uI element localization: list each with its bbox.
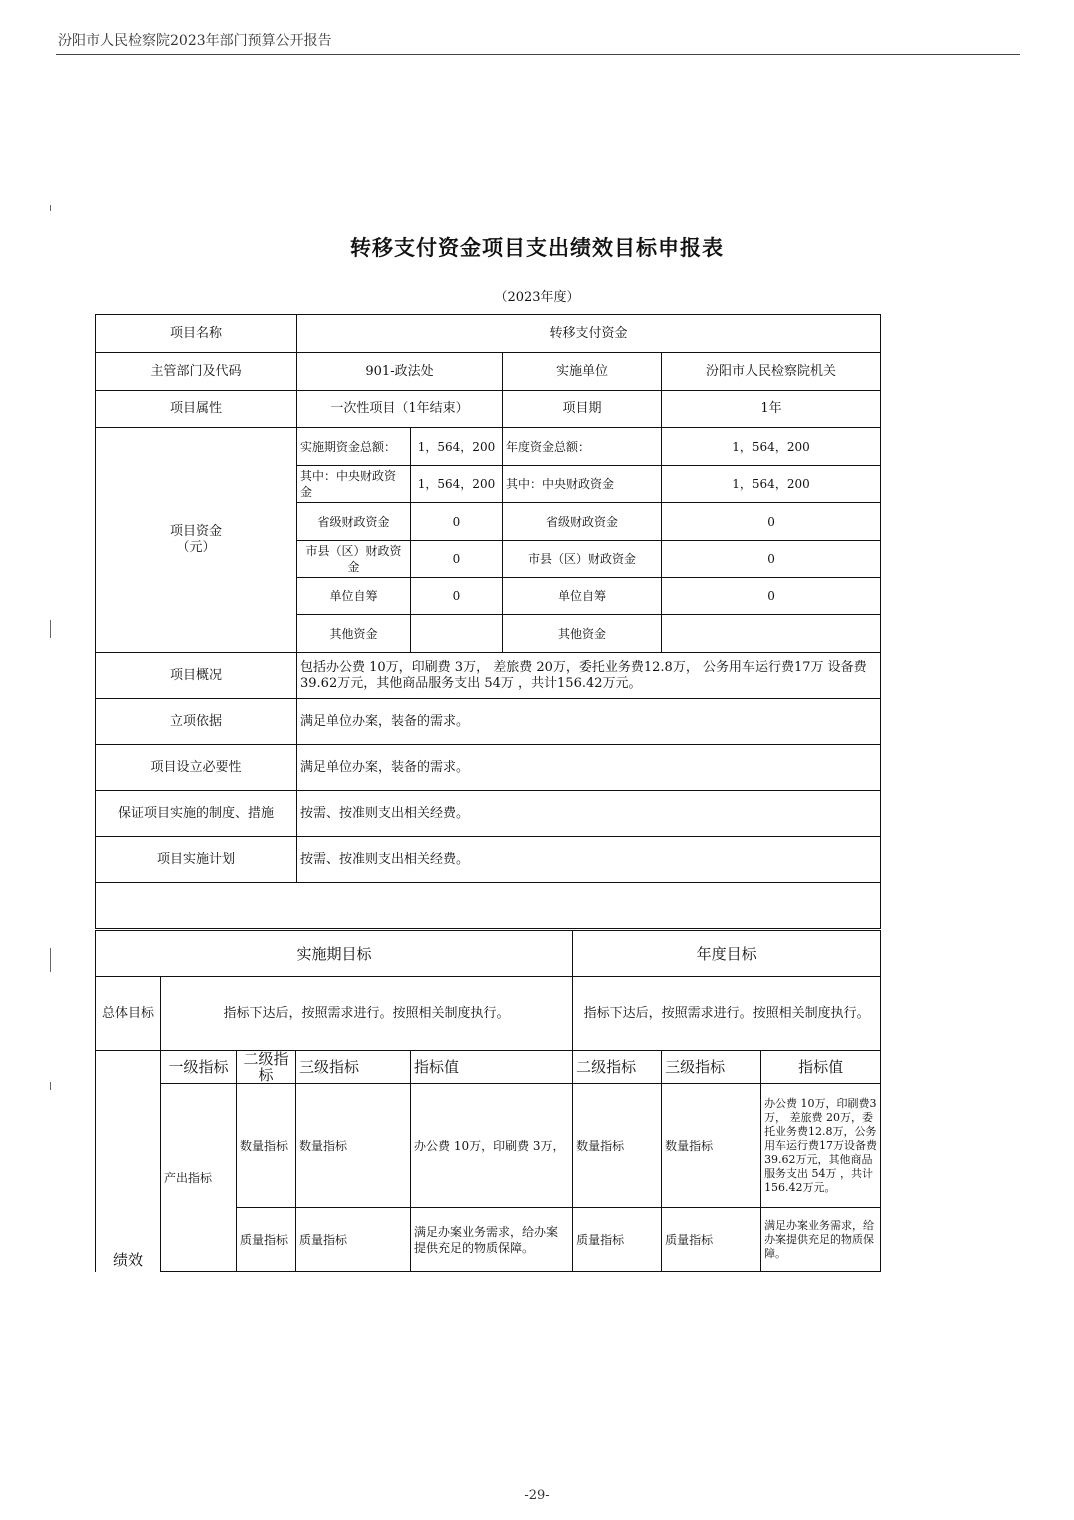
central-value: 1，564，200 <box>411 466 503 503</box>
self-value: 0 <box>411 578 503 615</box>
period-goal-header: 实施期目标 <box>96 931 573 977</box>
row-level3-annual: 数量指标 <box>662 1084 761 1208</box>
funds-unit: （元） <box>176 540 216 555</box>
row-level2: 质量指标 <box>237 1208 296 1272</box>
col-value-annual: 指标值 <box>761 1051 881 1084</box>
col-level3-annual: 三级指标 <box>662 1051 761 1084</box>
scan-mark <box>50 205 51 211</box>
row-level3: 质量指标 <box>296 1208 411 1272</box>
scan-mark <box>50 948 51 972</box>
overall-goal-annual: 指标下达后，按照需求进行。按照相关制度执行。 <box>573 977 881 1051</box>
period-value: 1年 <box>662 391 881 428</box>
other-label-annual: 其他资金 <box>503 615 662 653</box>
attr-label: 项目属性 <box>96 391 297 428</box>
col-level3: 三级指标 <box>296 1051 411 1084</box>
row-level2-annual: 数量指标 <box>573 1084 662 1208</box>
other-label: 其他资金 <box>297 615 411 653</box>
impl-unit-label: 实施单位 <box>503 353 662 391</box>
performance-goals-table <box>95 930 881 1272</box>
header-divider <box>56 54 1020 55</box>
overall-goal-period: 指标下达后，按照需求进行。按照相关制度执行。 <box>161 977 573 1051</box>
city-value: 0 <box>411 541 503 578</box>
form-year: （2023年度） <box>494 290 580 305</box>
central-value-annual: 1，564，200 <box>662 466 881 503</box>
dept-value: 901-政法处 <box>297 353 503 391</box>
measures-label: 保证项目实施的制度、措施 <box>96 791 297 837</box>
funds-label-cell <box>96 428 297 653</box>
plan-label: 项目实施计划 <box>96 837 297 883</box>
total-value: 1，564，200 <box>411 428 503 466</box>
row-value: 满足办案业务需求，给办案提供充足的物质保障。 <box>411 1208 573 1272</box>
period-label: 项目期 <box>503 391 662 428</box>
row-value-annual: 办公费 10万，印刷费3万， 差旅费 20万，委托业务费12.8万，公务用车运行费17万设备费39.62万元，其他商品服务支出 54万 ，共计156.42万元。 <box>761 1084 881 1208</box>
overview-value: 包括办公费 10万，印刷费 3万， 差旅费 20万，委托业务费12.8万， 公务用车运行费17万 设备费39.62万元，其他商品服务支出 54万 ，共计156.42万元。 <box>297 653 881 699</box>
page-number: -29- <box>524 1488 550 1503</box>
blank-row <box>96 883 881 929</box>
overall-goal-label: 总体目标 <box>96 977 161 1051</box>
scan-mark <box>50 1082 51 1090</box>
self-value-annual: 0 <box>662 578 881 615</box>
annual-value: 1，564，200 <box>662 428 881 466</box>
city-label-annual: 市县（区）财政资金 <box>503 541 662 578</box>
col-level1: 一级指标 <box>161 1051 237 1084</box>
form-title: 转移支付资金项目支出绩效目标申报表 <box>350 236 724 260</box>
col-level2: 二级指标 <box>237 1051 296 1084</box>
measures-value: 按需、按准则支出相关经费。 <box>297 791 881 837</box>
scan-mark <box>50 620 51 638</box>
plan-value: 按需、按准则支出相关经费。 <box>297 837 881 883</box>
central-label-annual: 其中：中央财政资金 <box>503 466 662 503</box>
annual-goal-header: 年度目标 <box>573 931 881 977</box>
central-label: 其中：中央财政资金 <box>297 466 411 503</box>
overview-label: 项目概况 <box>96 653 297 699</box>
row-level2-annual: 质量指标 <box>573 1208 662 1272</box>
necessity-label: 项目设立必要性 <box>96 745 297 791</box>
attr-value: 一次性项目（1年结束） <box>297 391 503 428</box>
other-value-annual <box>662 615 881 653</box>
project-name-value: 转移支付资金 <box>297 315 881 353</box>
self-label: 单位自筹 <box>297 578 411 615</box>
row-value: 办公费 10万，印刷费 3万， <box>411 1084 573 1208</box>
page-header: 汾阳市人民检察院2023年部门预算公开报告 <box>58 33 332 49</box>
col-value: 指标值 <box>411 1051 573 1084</box>
impl-unit-value: 汾阳市人民检察院机关 <box>662 353 881 391</box>
city-value-annual: 0 <box>662 541 881 578</box>
project-info-table <box>95 314 881 929</box>
self-label-annual: 单位自筹 <box>503 578 662 615</box>
project-name-label: 项目名称 <box>96 315 297 353</box>
row-level2: 数量指标 <box>237 1084 296 1208</box>
prov-label: 省级财政资金 <box>297 503 411 541</box>
row-value-annual: 满足办案业务需求，给办案提供充足的物质保障。 <box>761 1208 881 1272</box>
prov-value: 0 <box>411 503 503 541</box>
col-level2-annual: 二级指标 <box>573 1051 662 1084</box>
row-level3: 数量指标 <box>296 1084 411 1208</box>
output-indicator-label: 产出指标 <box>161 1084 237 1272</box>
total-label: 实施期资金总额： <box>297 428 411 466</box>
row-level3-annual: 质量指标 <box>662 1208 761 1272</box>
annual-label: 年度资金总额： <box>503 428 662 466</box>
prov-label-annual: 省级财政资金 <box>503 503 662 541</box>
other-value <box>411 615 503 653</box>
perf-label: 绩效 <box>96 1051 161 1272</box>
city-label: 市县（区）财政资金 <box>297 541 411 578</box>
basis-label: 立项依据 <box>96 699 297 745</box>
funds-label: 项目资金 <box>169 524 222 539</box>
prov-value-annual: 0 <box>662 503 881 541</box>
dept-label: 主管部门及代码 <box>96 353 297 391</box>
basis-value: 满足单位办案，装备的需求。 <box>297 699 881 745</box>
necessity-value: 满足单位办案，装备的需求。 <box>297 745 881 791</box>
